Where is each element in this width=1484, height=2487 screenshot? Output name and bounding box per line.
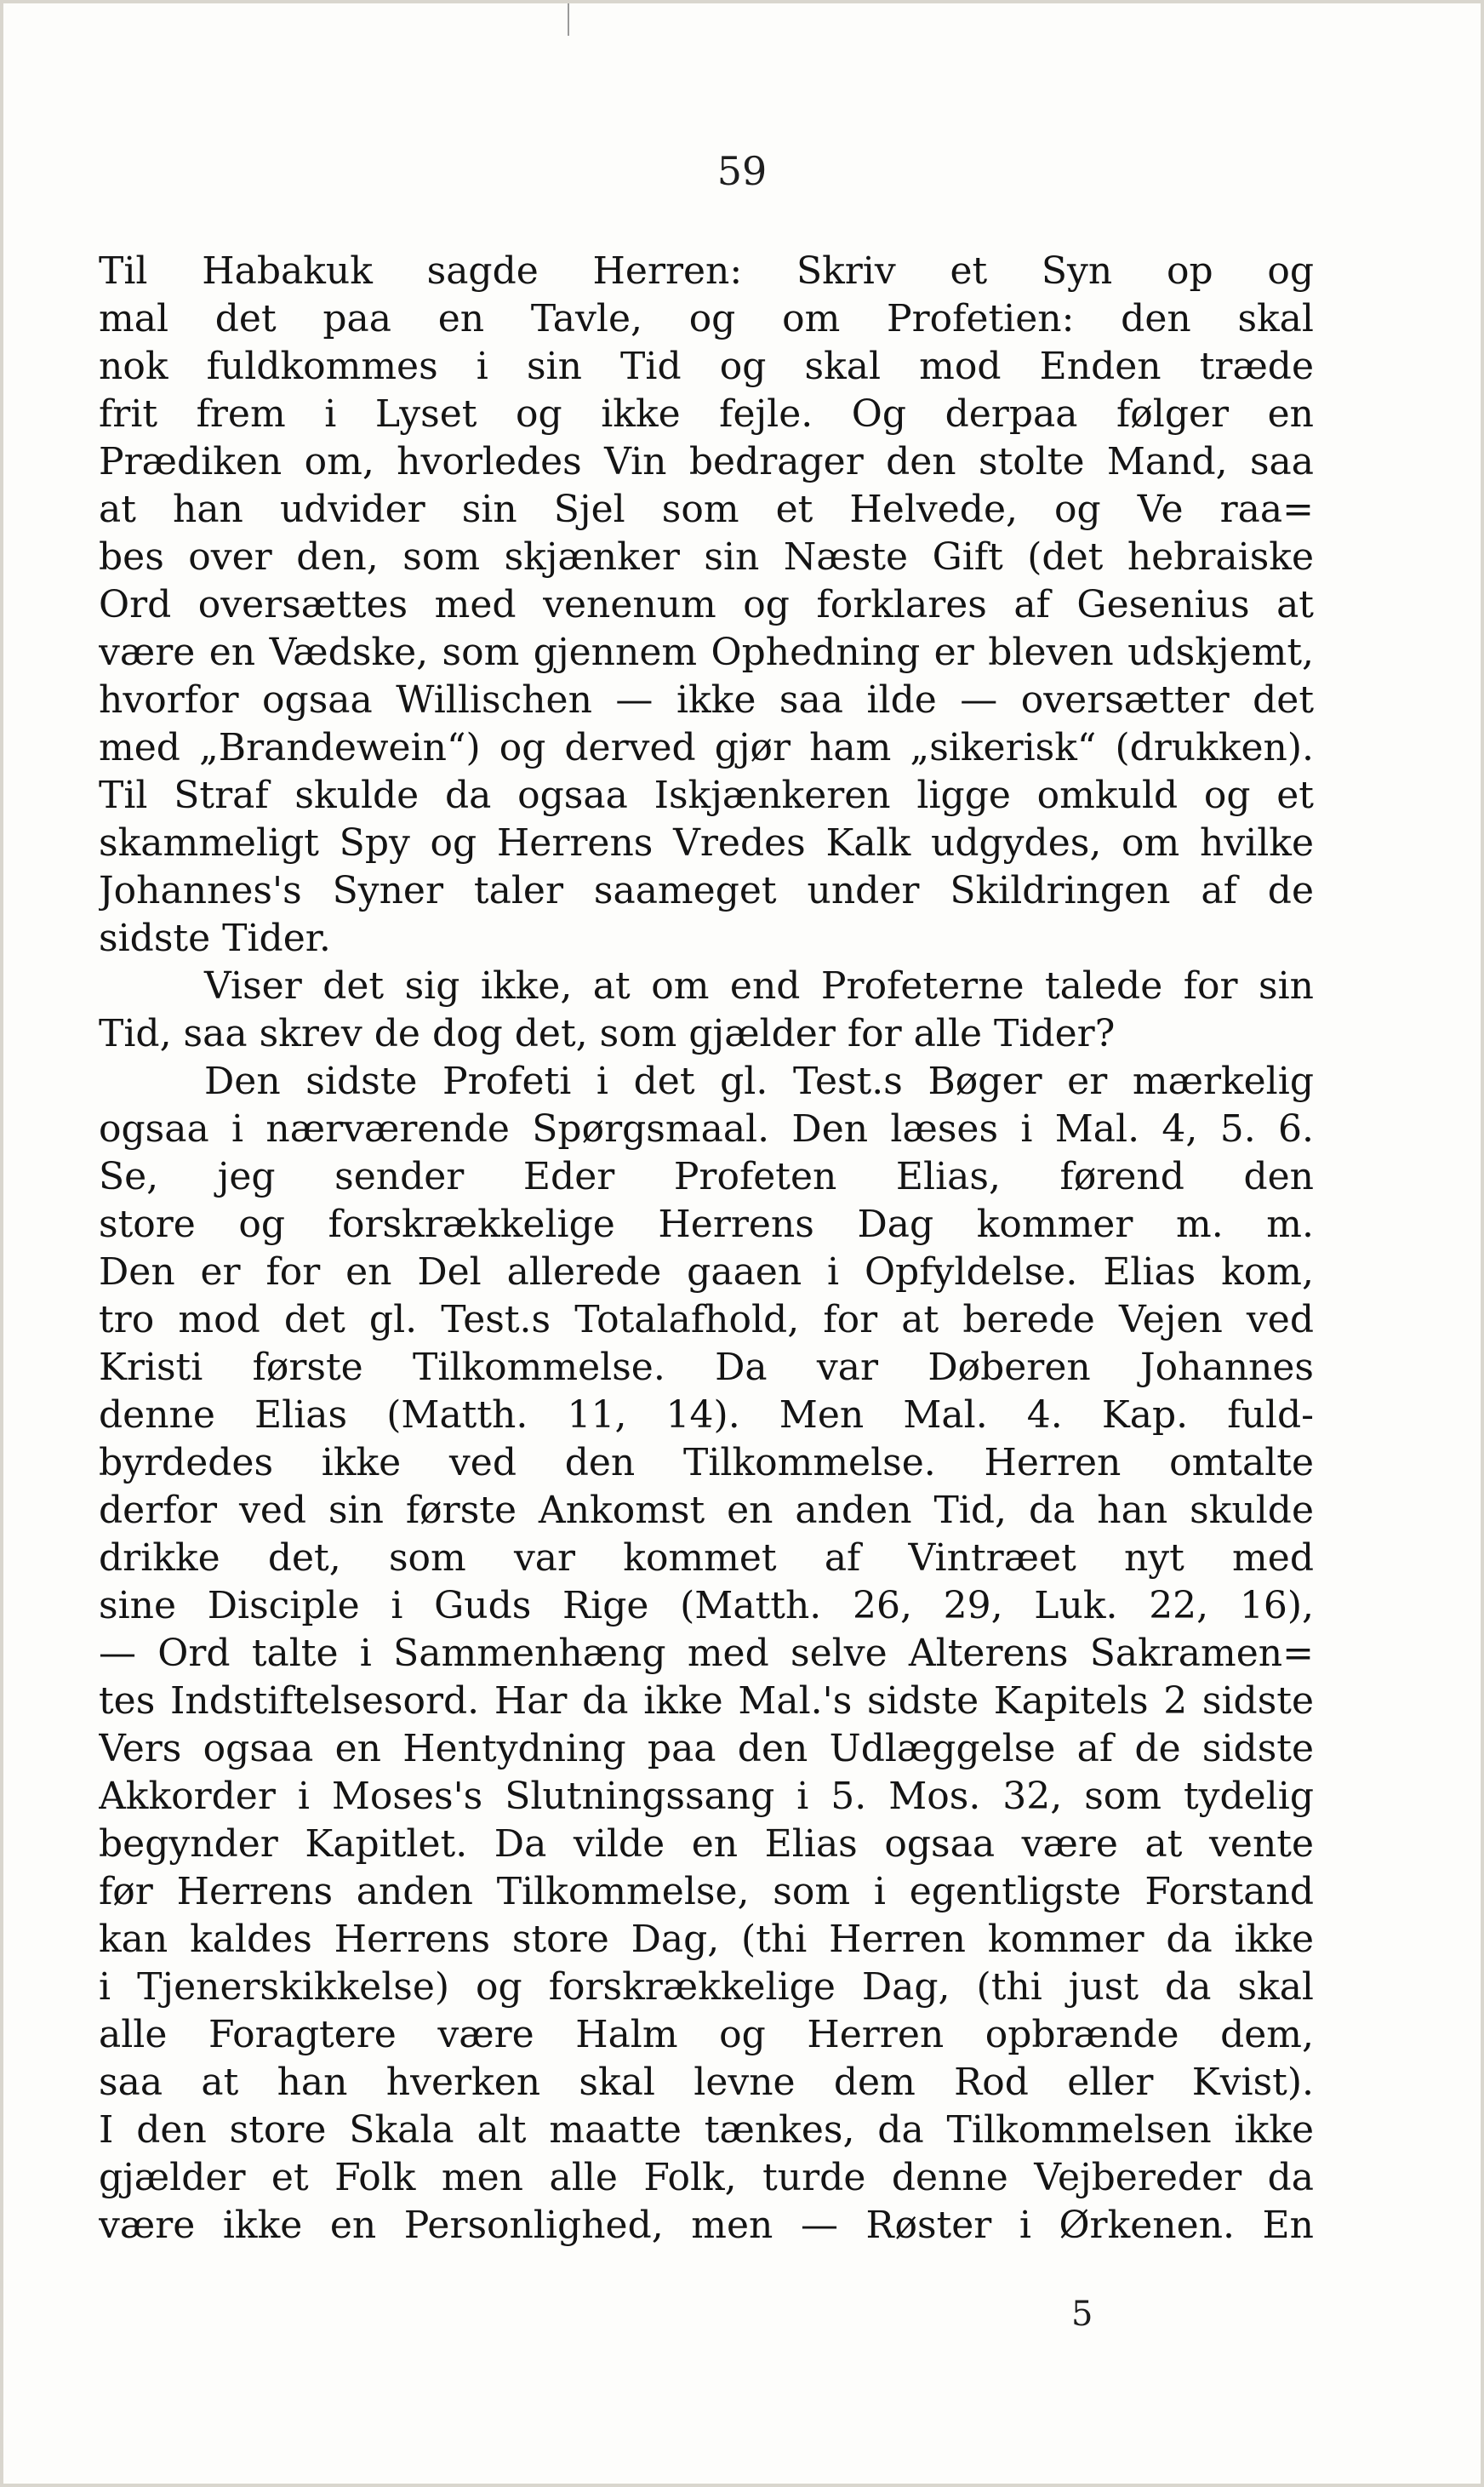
text-line: tro mod det gl. Test.s Totalafhold, for at berede Vejen ved [99, 1298, 1314, 1341]
text-line: alle Foragtere være Halm og Herren opbrænde dem, [99, 2013, 1314, 2056]
text-line: sine Disciple i Guds Rige (Matth. 26, 29, Luk. 22, 16), [99, 1584, 1314, 1627]
text-line: i Tjenerskikkelse) og forskrækkelige Dag, (thi just da skal [99, 1965, 1314, 2009]
text-line: kan kaldes Herrens store Dag, (thi Herren kommer da ikke [99, 1918, 1314, 1961]
text-line: med „Brandewein“) og derved gjør ham „sikerisk“ (drukken). [99, 726, 1314, 769]
text-line: at han udvider sin Sjel som et Helvede, og Ve raa= [99, 488, 1314, 531]
text-line: Akkorder i Moses's Slutningssang i 5. Mos. 32, som tydelig [99, 1775, 1314, 1818]
text-line: Til Habakuk sagde Herren: Skriv et Syn op og [99, 249, 1314, 293]
text-line: Den er for en Del allerede gaaen i Opfyldelse. Elias kom, [99, 1250, 1314, 1294]
text-line: bes over den, som skjænker sin Næste Gift (det hebraiske [99, 535, 1314, 579]
text-line: nok fuldkommes i sin Tid og skal mod Enden træde [99, 345, 1314, 388]
text-line: Se, jeg sender Eder Profeten Elias, førend den [99, 1155, 1314, 1198]
text-line: sidste Tider. [99, 917, 331, 960]
text-line: Prædiken om, hvorledes Vin bedrager den stolte Mand, saa [99, 440, 1314, 483]
text-line: være ikke en Personlighed, men — Røster i Ørkenen. En [99, 2204, 1314, 2247]
text-line: — Ord talte i Sammenhæng med selve Alterens Sakramen= [99, 1632, 1314, 1675]
text-line: Til Straf skulde da ogsaa Iskjænkeren ligge omkuld og et [99, 774, 1314, 817]
text-line: begynder Kapitlet. Da vilde en Elias ogsaa være at vente [99, 1822, 1314, 1866]
text-line: derfor ved sin første Ankomst en anden Tid, da han skulde [99, 1489, 1314, 1532]
text-line: før Herrens anden Tilkommelse, som i egentligste Forstand [99, 1870, 1314, 1913]
text-line: byrdedes ikke ved den Tilkommelse. Herren omtalte [99, 1441, 1314, 1484]
text-line: gjælder et Folk men alle Folk, turde denne Vejbereder da [99, 2156, 1314, 2199]
text-line: store og forskrækkelige Herrens Dag kommer m. m. [99, 1203, 1314, 1246]
text-line: Vers ogsaa en Hentydning paa den Udlæggelse af de sidste [99, 1727, 1314, 1770]
scan-mark [568, 3, 569, 36]
text-line: mal det paa en Tavle, og om Profetien: den skal [99, 297, 1314, 340]
text-line: ogsaa i nærværende Spørgsmaal. Den læses i Mal. 4, 5. 6. [99, 1107, 1314, 1151]
text-line: drikke det, som var kommet af Vintræet nyt med [99, 1536, 1314, 1580]
text-line: Viser det sig ikke, at om end Profeterne talede for sin [204, 964, 1314, 1008]
text-line: Ord oversættes med venenum og forklares af Gesenius at [99, 583, 1314, 626]
text-line: tes Indstiftelsesord. Har da ikke Mal.'s sidste Kapitels 2 sidste [99, 1679, 1314, 1723]
text-line: skammeligt Spy og Herrens Vredes Kalk udgydes, om hvilke [99, 821, 1314, 865]
text-line: I den store Skala alt maatte tænkes, da Tilkommelsen ikke [99, 2108, 1314, 2152]
text-line: denne Elias (Matth. 11, 14). Men Mal. 4. Kap. fuld- [99, 1393, 1314, 1437]
signature-mark: 5 [1071, 2295, 1093, 2334]
text-line: Kristi første Tilkommelse. Da var Døberen Johannes [99, 1346, 1314, 1389]
text-line: være en Vædske, som gjennem Ophedning er bleven udskjemt, [99, 631, 1314, 674]
text-line: Johannes's Syner taler saameget under Skildringen af de [99, 869, 1314, 912]
text-line: frit frem i Lyset og ikke fejle. Og derpaa følger en [99, 392, 1314, 436]
text-line: Den sidste Profeti i det gl. Test.s Bøger er mærkelig [204, 1060, 1314, 1103]
page-number: 59 [716, 148, 768, 194]
book-page [3, 3, 1481, 2484]
text-line: Tid, saa skrev de dog det, som gjælder for alle Tider? [99, 1012, 1116, 1055]
text-line: hvorfor ogsaa Willischen — ikke saa ilde — oversætter det [99, 678, 1314, 722]
text-line: saa at han hverken skal levne dem Rod eller Kvist). [99, 2061, 1314, 2104]
body-text [99, 248, 1314, 2250]
